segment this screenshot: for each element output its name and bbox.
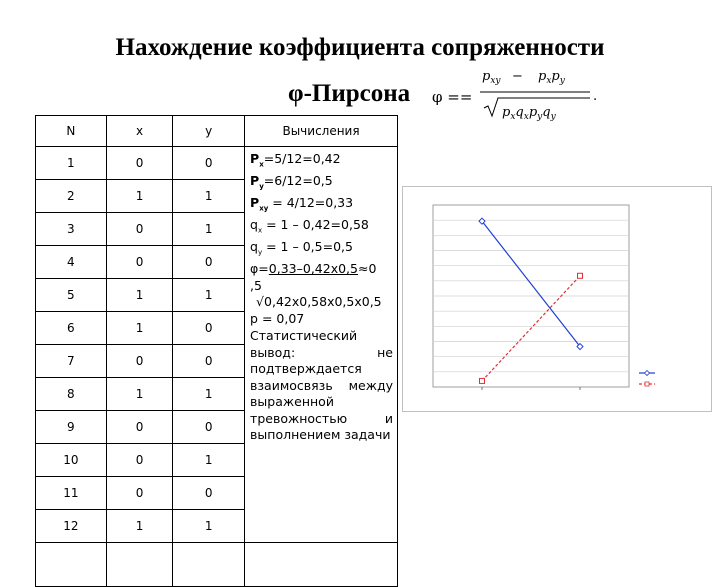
legend-marker: [645, 382, 649, 386]
cell-x: 0: [106, 147, 173, 180]
cell-n: 6: [36, 312, 107, 345]
calc-phi-cont: ,5: [250, 277, 262, 293]
cell-y: 1: [173, 180, 245, 213]
cell-x: 1: [106, 378, 173, 411]
formula-num-pxy: $p_{xy}$: [482, 69, 501, 86]
cell-n: 9: [36, 411, 107, 444]
table-row: [36, 147, 398, 180]
cell-y: 1: [173, 510, 245, 543]
cell-x: 0: [106, 246, 173, 279]
calc-py: $P_y=6/12=0,5$: [250, 173, 333, 191]
cell-n: 12: [36, 510, 107, 543]
cell-x: 1: [106, 510, 173, 543]
header-x: x: [106, 116, 173, 147]
line-chart-svg: [403, 187, 711, 411]
cell-y: 0: [173, 147, 245, 180]
cell-y: 0: [173, 411, 245, 444]
cell-x: 1: [106, 180, 173, 213]
cell-y: 1: [173, 279, 245, 312]
formula-lhs: φ ==: [432, 88, 473, 106]
cell-y: 0: [173, 477, 245, 510]
cell-x: 0: [106, 477, 173, 510]
cell-y: 0: [173, 312, 245, 345]
cell-y: 1: [173, 444, 245, 477]
calc-qx: $q_x = 1 - 0,42=0,58$: [250, 217, 369, 235]
calc-phi: φ=0,33–0,42x0,5≈0: [250, 261, 377, 276]
cell-x: 1: [106, 312, 173, 345]
legend-marker: [645, 371, 650, 376]
cell-y: 0: [173, 345, 245, 378]
cell-n: 5: [36, 279, 107, 312]
series-point: [480, 378, 485, 383]
table-filler-row: [36, 543, 398, 587]
cell-n: 8: [36, 378, 107, 411]
cell-n: 3: [36, 213, 107, 246]
phi-formula: [430, 64, 620, 126]
cell-n: 1: [36, 147, 107, 180]
svg-text:.: .: [593, 89, 598, 104]
slide-title: Нахождение коэффициента сопряженности: [115, 34, 605, 61]
cell-x: 0: [106, 213, 173, 246]
header-calculations: Вычисления: [245, 116, 398, 147]
calc-p-value: p = 0,07: [250, 310, 305, 326]
calc-conclusion: Статистический вывод: не подтверждается взаимосвязь между выраженной тревожностью и выполнением задачи: [250, 328, 393, 442]
calc-qy: $q_y = 1 - 0,5=0,5$: [250, 239, 353, 257]
formula-num-minus: −: [512, 69, 523, 84]
calc-sqrt: √0,42x0,58x0,5x0,5: [256, 294, 382, 309]
series-point: [578, 273, 583, 278]
cell-x: 0: [106, 444, 173, 477]
formula-denominator: $p_xq_xp_yq_y$: [502, 105, 556, 122]
data-table: [35, 115, 398, 587]
calc-pxy: $P_{xy} = 4/12=0,33$: [250, 195, 354, 213]
header-n: N: [36, 116, 107, 147]
cell-y: 1: [173, 378, 245, 411]
cell-n: 11: [36, 477, 107, 510]
cell-n: 2: [36, 180, 107, 213]
cell-x: 0: [106, 345, 173, 378]
header-y: y: [173, 116, 245, 147]
cell-n: 4: [36, 246, 107, 279]
calc-px: $P_x=5/12=0,42$: [250, 151, 341, 169]
formula-num-px: $p_xp_y$: [538, 69, 565, 86]
calculations-cell: [245, 147, 398, 543]
cell-n: 10: [36, 444, 107, 477]
cell-x: 1: [106, 279, 173, 312]
table-header-row: [36, 116, 398, 147]
slide-subtitle: φ-Пирсона: [288, 80, 411, 107]
cell-y: 1: [173, 213, 245, 246]
cell-y: 0: [173, 246, 245, 279]
cell-x: 0: [106, 411, 173, 444]
line-chart: [402, 186, 712, 412]
cell-n: 7: [36, 345, 107, 378]
